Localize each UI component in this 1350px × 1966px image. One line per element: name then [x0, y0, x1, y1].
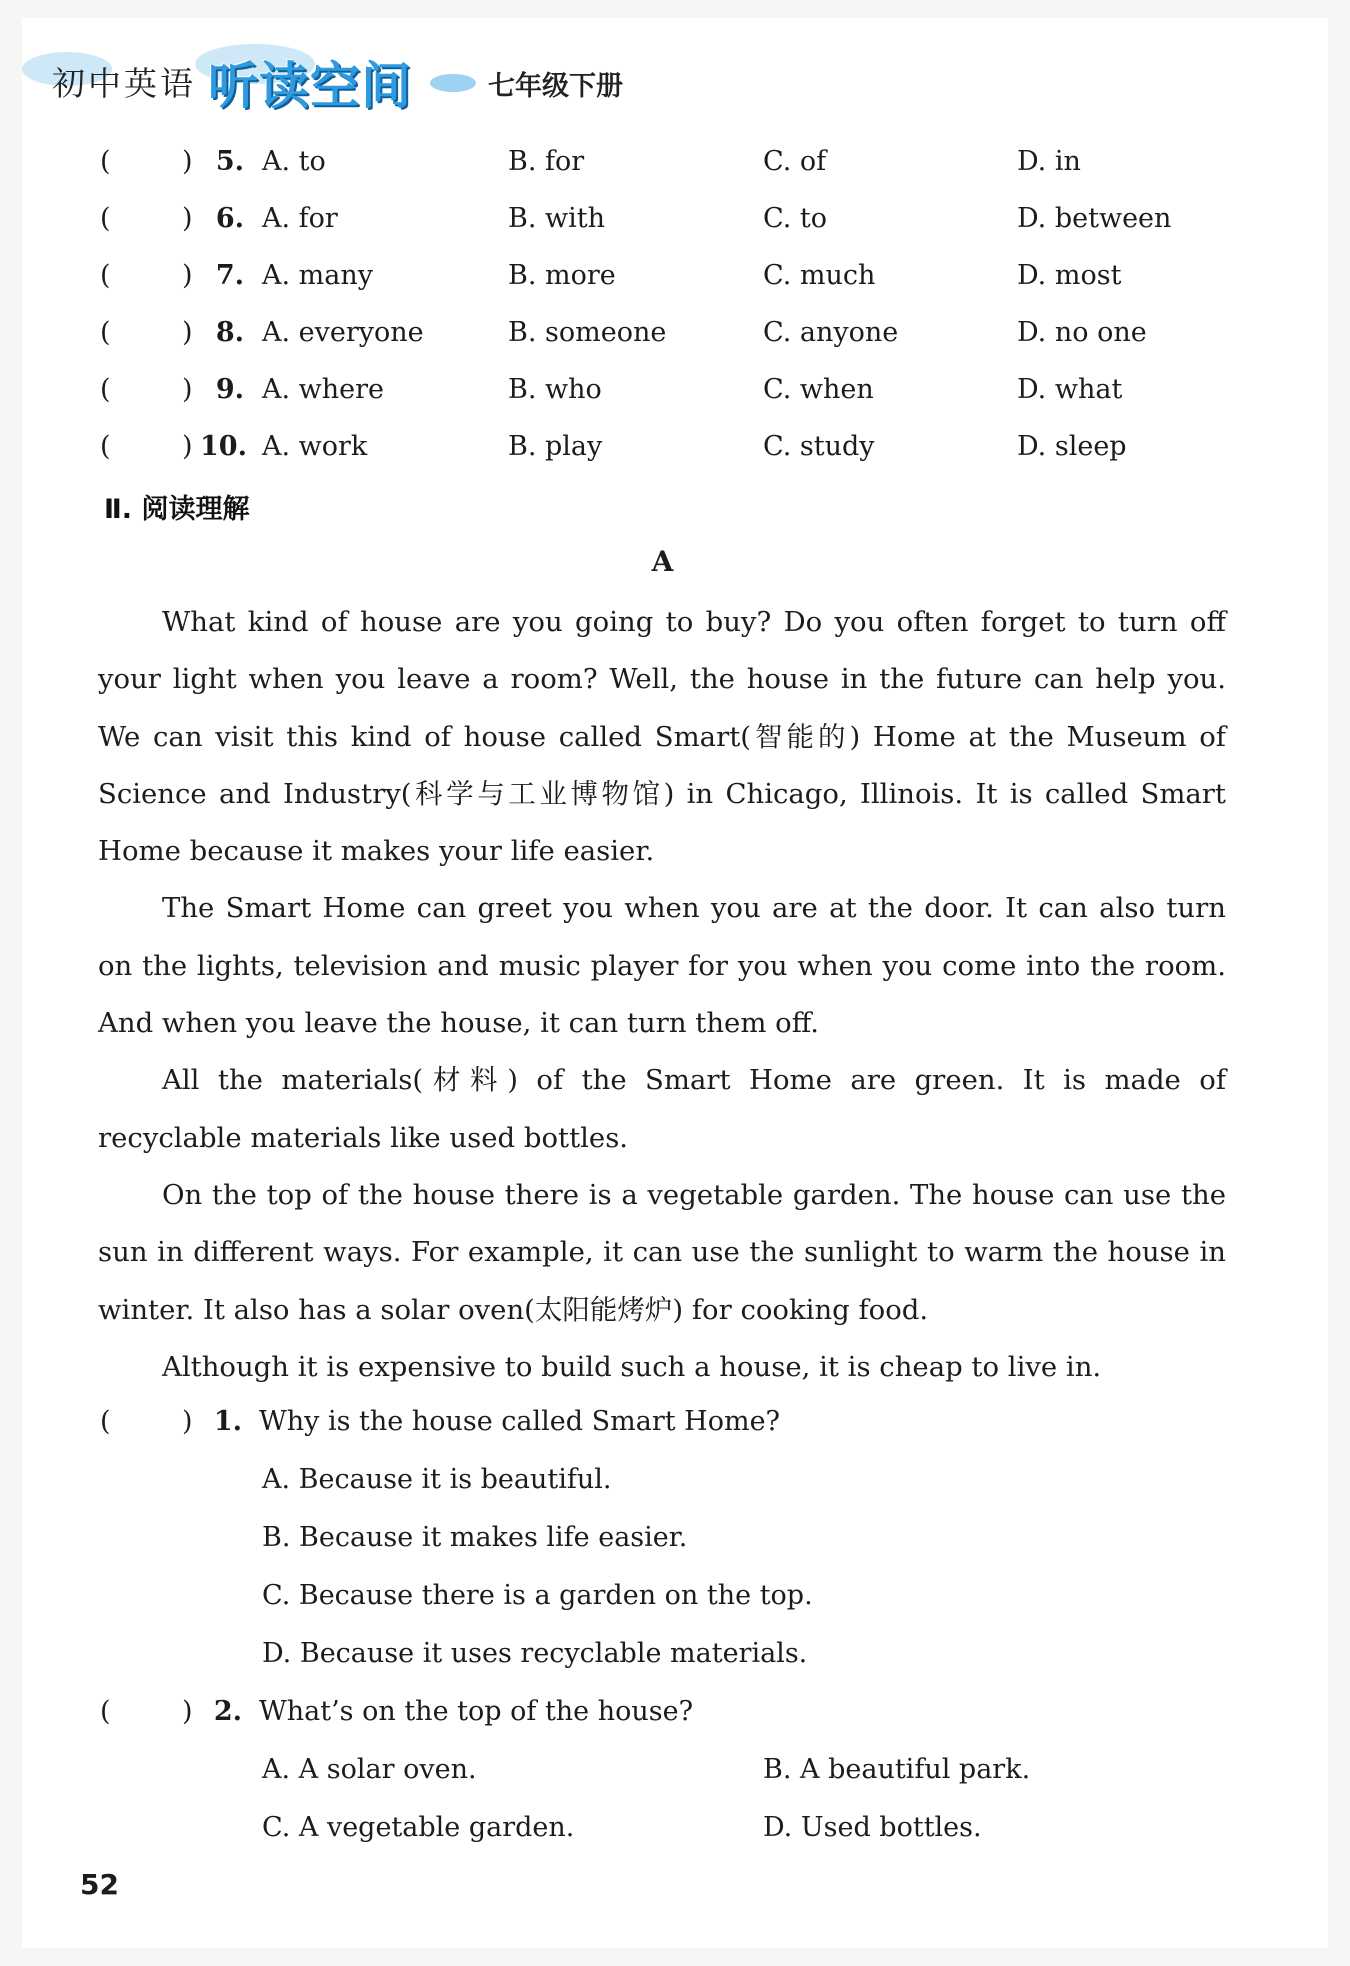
question-number: 1.	[213, 1406, 242, 1437]
question-number: 2.	[213, 1696, 242, 1727]
option-b: B. Because it makes life easier.	[262, 1522, 688, 1553]
grade-label: 七年级下册	[488, 71, 623, 102]
option-a: A. to	[262, 146, 326, 177]
passage-paragraph: The Smart Home can greet you when you are at the door. It can also turn on the lights, television and music player for you when you come into the room. And when you leave the house, it can turn them off.	[98, 892, 1226, 1040]
passage-paragraph: All the materials(材料) of the Smart Home are green. It is made of recyclable materials like used bottles.	[98, 1064, 1226, 1154]
option-a: A. Because it is beautiful.	[262, 1464, 612, 1495]
option-c: C. much	[763, 260, 876, 291]
option-c: C. anyone	[763, 317, 899, 348]
option-b: B. someone	[508, 317, 667, 348]
answer-paren-left: (	[100, 260, 111, 291]
option-c: C. A vegetable garden.	[262, 1812, 575, 1843]
answer-paren-right: )	[182, 203, 193, 234]
answer-paren-right: )	[182, 1406, 193, 1437]
option-c: C. Because there is a garden on the top.	[262, 1580, 813, 1611]
answer-paren-left: (	[100, 1406, 111, 1437]
answer-paren-right: )	[182, 317, 193, 348]
option-c: C. study	[763, 431, 875, 462]
option-b: B. more	[508, 260, 616, 291]
option-a: A. for	[262, 203, 338, 234]
question-number: 6.	[215, 203, 244, 234]
cloze-row	[0, 374, 1350, 418]
passage-paragraph: On the top of the house there is a vegetable garden. The house can use the sun in different ways. For example, it can use the sunlight to warm the house in winter. It also has a solar oven(太阳能烤炉) for cooking food.	[98, 1178, 1226, 1326]
answer-paren-left: (	[100, 374, 111, 405]
option-a: A. A solar oven.	[262, 1754, 477, 1785]
answer-paren-right: )	[182, 146, 193, 177]
option-a: A. many	[262, 260, 374, 291]
option-d: D. most	[1017, 260, 1122, 291]
option-b: B. A beautiful park.	[763, 1754, 1031, 1785]
reading-passage	[98, 594, 1226, 1396]
cloze-row	[0, 317, 1350, 361]
question-number: 5.	[215, 146, 244, 177]
page-number: 52	[80, 1868, 119, 1901]
cloze-row	[0, 203, 1350, 247]
brand-logo: 听读空间	[208, 57, 412, 115]
cloud-decoration	[430, 74, 476, 92]
answer-paren-left: (	[100, 146, 111, 177]
question-number: 10.	[200, 431, 247, 462]
option-c: C. when	[763, 374, 874, 405]
option-c: C. of	[763, 146, 827, 177]
answer-paren-right: )	[182, 260, 193, 291]
option-c: C. to	[763, 203, 827, 234]
answer-paren-right: )	[182, 1696, 193, 1727]
cloze-row	[0, 260, 1350, 304]
series-title: 初中英语	[52, 64, 196, 103]
answer-paren-right: )	[182, 374, 193, 405]
option-d: D. between	[1017, 203, 1172, 234]
cloze-row	[0, 146, 1350, 190]
section-heading: Ⅱ. 阅读理解	[104, 494, 250, 525]
option-b: B. with	[508, 203, 605, 234]
answer-paren-right: )	[182, 431, 193, 462]
option-d: D. what	[1017, 374, 1123, 405]
option-d: D. sleep	[1017, 431, 1127, 462]
answer-paren-left: (	[100, 431, 111, 462]
cloze-row	[0, 431, 1350, 475]
answer-paren-left: (	[100, 1696, 111, 1727]
option-a: A. everyone	[262, 317, 424, 348]
option-b: B. play	[508, 431, 603, 462]
option-a: A. where	[262, 374, 385, 405]
answer-paren-left: (	[100, 203, 111, 234]
question-stem: What’s on the top of the house?	[259, 1696, 694, 1727]
option-b: B. who	[508, 374, 602, 405]
question-number: 9.	[215, 374, 244, 405]
option-d: D. Used bottles.	[763, 1812, 982, 1843]
option-a: A. work	[262, 431, 368, 462]
passage-paragraph: Although it is expensive to build such a house, it is cheap to live in.	[162, 1350, 1102, 1383]
option-d: D. no one	[1017, 317, 1147, 348]
question-number: 7.	[215, 260, 244, 291]
page-header	[30, 34, 830, 124]
option-b: B. for	[508, 146, 585, 177]
question-number: 8.	[215, 317, 244, 348]
option-d: D. Because it uses recyclable materials.	[262, 1638, 808, 1669]
option-d: D. in	[1017, 146, 1081, 177]
passage-paragraph: What kind of house are you going to buy? Do you often forget to turn off your light when you leave a room? Well, the house in the future can help you. We can visit this kind of house called Smart(智能的) Home at the Museum of Science and Industry(科学与工业博物馆) in Chicago, Illinois. It is called Smart Home because it makes your life easier.	[98, 606, 1226, 868]
answer-paren-left: (	[100, 317, 111, 348]
question-stem: Why is the house called Smart Home?	[259, 1406, 781, 1437]
passage-label: A	[651, 545, 674, 578]
